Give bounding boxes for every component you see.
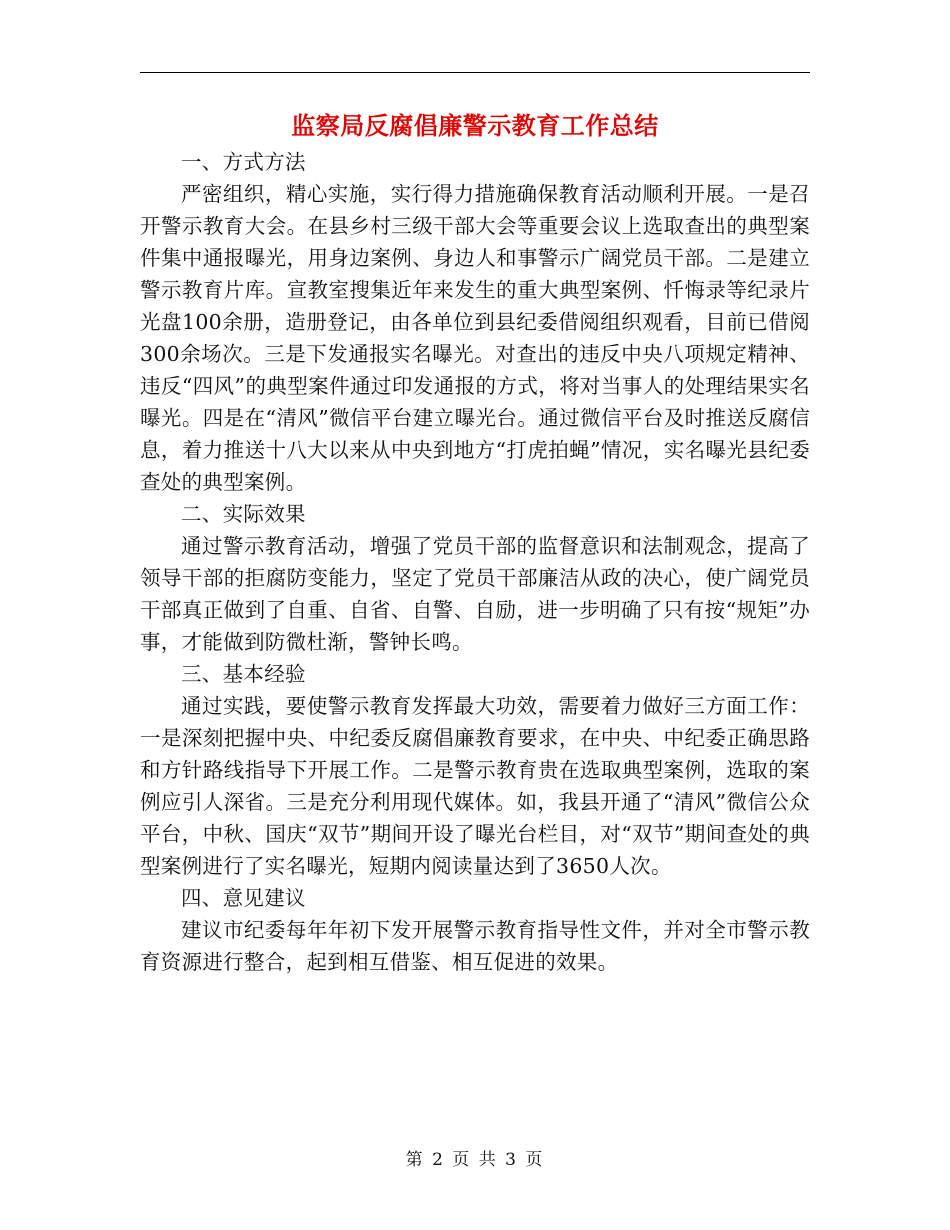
section-heading-methods: 一、方式方法 — [181, 150, 306, 174]
section-body-suggestions: 建议市纪委每年年初下发开展警示教育指导性文件，并对全市警示教育资源进行整合，起到相互借鉴、相互促进的效果。 — [140, 918, 810, 974]
page-number: 第 2 页 共 3 页 — [405, 1150, 545, 1170]
section-heading-experience: 三、基本经验 — [181, 662, 306, 686]
document-body — [140, 146, 810, 978]
header-rule — [140, 72, 810, 73]
section-body-methods: 严密组织，精心实施，实行得力措施确保教育活动顺利开展。一是召开警示教育大会。在县乡村三级干部大会等重要会议上选取查出的典型案件集中通报曝光，用身边案例、身边人和事警示广阔党员干部。二是建立警示教育片库。宣教室搜集近年来发生的重大典型案例、忏悔录等纪录片光盘100余册，造册登记，由各单位到县纪委借阅组织观看，目前已借阅300余场次。三是下发通报实名曝光。对查出的违反中央八项规定精神、违反“四风”的典型案件通过印发通报的方式，将对当事人的处理结果实名曝光。四是在“清风”微信平台建立曝光台。通过微信平台及时推送反腐信息，着力推送十八大以来从中央到地方“打虎拍蝇”情况，实名曝光县纪委查处的典型案例。 — [140, 182, 810, 494]
document-title: 监察局反腐倡廉警示教育工作总结 — [291, 111, 659, 140]
section-body-effects: 通过警示教育活动，增强了党员干部的监督意识和法制观念，提高了领导干部的拒腐防变能力，坚定了党员干部廉洁从政的决心，使广阔党员干部真正做到了自重、自省、自警、自励，进一步明确了只有按“规矩”办事，才能做到防微杜渐，警钟长鸣。 — [140, 534, 810, 654]
section-heading-effects: 二、实际效果 — [181, 502, 306, 526]
section-body-experience: 通过实践，要使警示教育发挥最大功效，需要着力做好三方面工作：一是深刻把握中央、中纪委反腐倡廉教育要求，在中央、中纪委正确思路和方针路线指导下开展工作。二是警示教育贵在选取典型案例，选取的案例应引人深省。三是充分利用现代媒体。如，我县开通了“清风”微信公众平台，中秋、国庆“双节”期间开设了曝光台栏目，对“双节”期间查处的典型案例进行了实名曝光，短期内阅读量达到了3650人次。 — [140, 694, 810, 878]
section-heading-suggestions: 四、意见建议 — [181, 886, 306, 910]
